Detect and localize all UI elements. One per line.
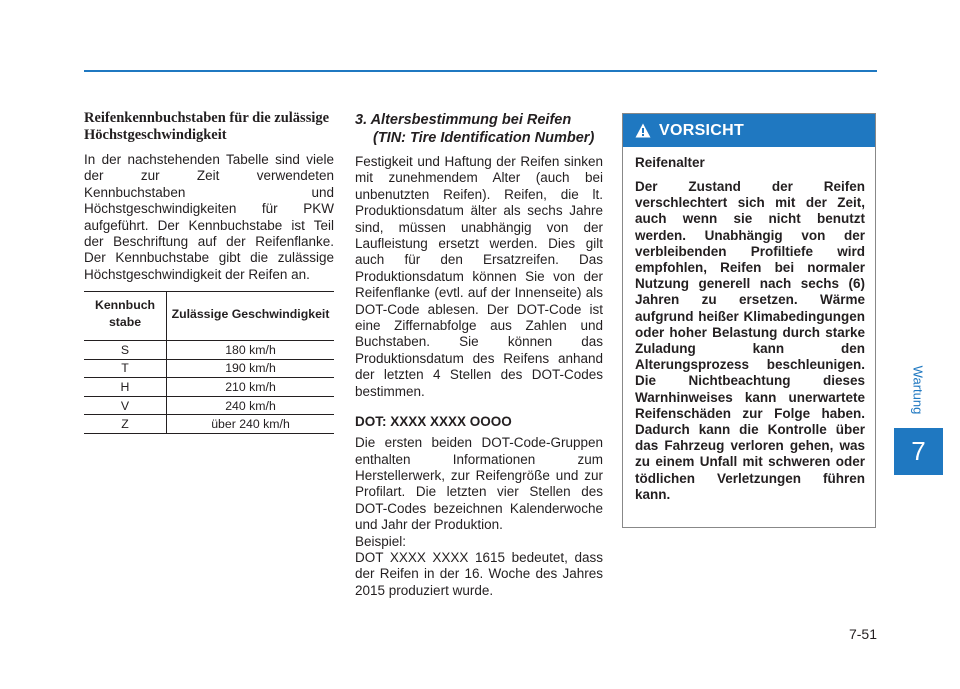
code-cell: Z <box>84 415 167 434</box>
code-cell: V <box>84 396 167 415</box>
speed-rating-table <box>84 291 334 434</box>
table-row <box>84 396 334 415</box>
caution-label: VORSICHT <box>659 121 745 139</box>
code-cell: S <box>84 341 167 360</box>
heading-line-2: (TIN: Tire Identification Number) <box>373 130 595 146</box>
code-cell: H <box>84 378 167 397</box>
table-header-row <box>84 292 334 341</box>
example-label: Beispiel: <box>355 533 407 549</box>
speed-cell: 180 km/h <box>167 341 335 360</box>
speed-cell: 190 km/h <box>167 359 335 378</box>
intro-paragraph: In der nachstehenden Tabelle sind viele der zur Zeit verwendeten Kennbuchstaben und Höchstgeschwindigkeiten für PKW aufgeführt. Der Kennbuchstabe ist Teil der Beschriftung auf der Reifenflanke. Der Kennbuchstabe gibt die zulässige Höchstgeschwindigkeit der Reifen an. <box>84 152 334 282</box>
table-row <box>84 359 334 378</box>
header-code: Kennbuch stabe <box>84 292 167 341</box>
heading-line-1: 3. Altersbestimmung bei Reifen <box>355 112 572 128</box>
age-section-heading <box>355 111 603 147</box>
page-number: 7-51 <box>848 626 877 642</box>
table-row <box>84 378 334 397</box>
header-rule <box>84 70 877 72</box>
left-column <box>84 110 334 283</box>
middle-column <box>355 111 603 599</box>
caution-body <box>623 147 875 503</box>
header-speed: Zulässige Geschwindigkeit <box>167 292 335 341</box>
speed-cell: 240 km/h <box>167 396 335 415</box>
speed-cell: 210 km/h <box>167 378 335 397</box>
caution-text: Der Zustand der Reifen verschlechtert sich mit der Zeit, auch wenn sie nicht benutzt werden. Unabhängig von der verbleibenden Profiltiefe wird empfohlen, Reifen bei normaler Nutzung generell nach sechs (6) Jahren zu ersetzen. Wärme aufgrund heißer Klimabedingungen oder hoher Belastung durch starke Zuladung kann den Alterungsprozess beschleunigen. Die Nichtbeachtung dieses Warnhinweises kann unerwartete Reifenschäden zur Folge haben. Dadurch kann die Kontrolle über das Fahrzeug verloren gehen, was zu einem Unfall mit schweren oder tödlichen Verletzungen führen kann. <box>635 179 865 502</box>
chapter-label-text: Wartung <box>910 365 926 415</box>
age-paragraph: Festigkeit und Haftung der Reifen sinken mit zunehmendem Alter (auch bei unbenutzten Reifen). Reifen, die lt. Produktionsdatum älter als sechs Jahre sind, müssen unabhängig von der Laufleistung ersetzt werden. Dies gilt auch für den Ersatzreifen. Das Produktionsdatum können Sie von der Reifenflanke (evtl. auf der Innenseite) als DOT-Code ablesen. Der DOT-Code ist eine Ziffernabfolge aus Zahlen und Buchstaben. Sie können das Produktionsdatum des Reifens anhand der letzten 4 Stellen des DOT-Codes bestimmen. <box>355 154 603 399</box>
code-cell: T <box>84 359 167 378</box>
dot-paragraph: Die ersten beiden DOT-Code-Gruppen enthalten Informationen zum Herstellerwerk, zur Reifengröße und zur Profilart. Die letzten vier Stellen des DOT-Codes bezeichnen Kalenderwoche und Jahr der Produktion. <box>355 435 603 533</box>
table-row <box>84 341 334 360</box>
caution-header <box>623 114 875 147</box>
example-text: DOT XXXX XXXX 1615 bedeutet, dass der Reifen in der 16. Woche des Jahres 2015 produziert wurde. <box>355 549 603 598</box>
speed-cell: über 240 km/h <box>167 415 335 434</box>
chapter-number-tab: 7 <box>894 428 943 475</box>
caution-box <box>622 113 876 528</box>
table-row <box>84 415 334 434</box>
warning-triangle-icon <box>635 123 651 138</box>
caution-title: Reifenalter <box>635 155 705 170</box>
dot-code-heading: DOT: XXXX XXXX OOOO <box>355 414 512 430</box>
section-heading: Reifenkennbuchstaben für die zulässige Höchstgeschwindigkeit <box>84 110 330 143</box>
chapter-label <box>893 350 943 430</box>
